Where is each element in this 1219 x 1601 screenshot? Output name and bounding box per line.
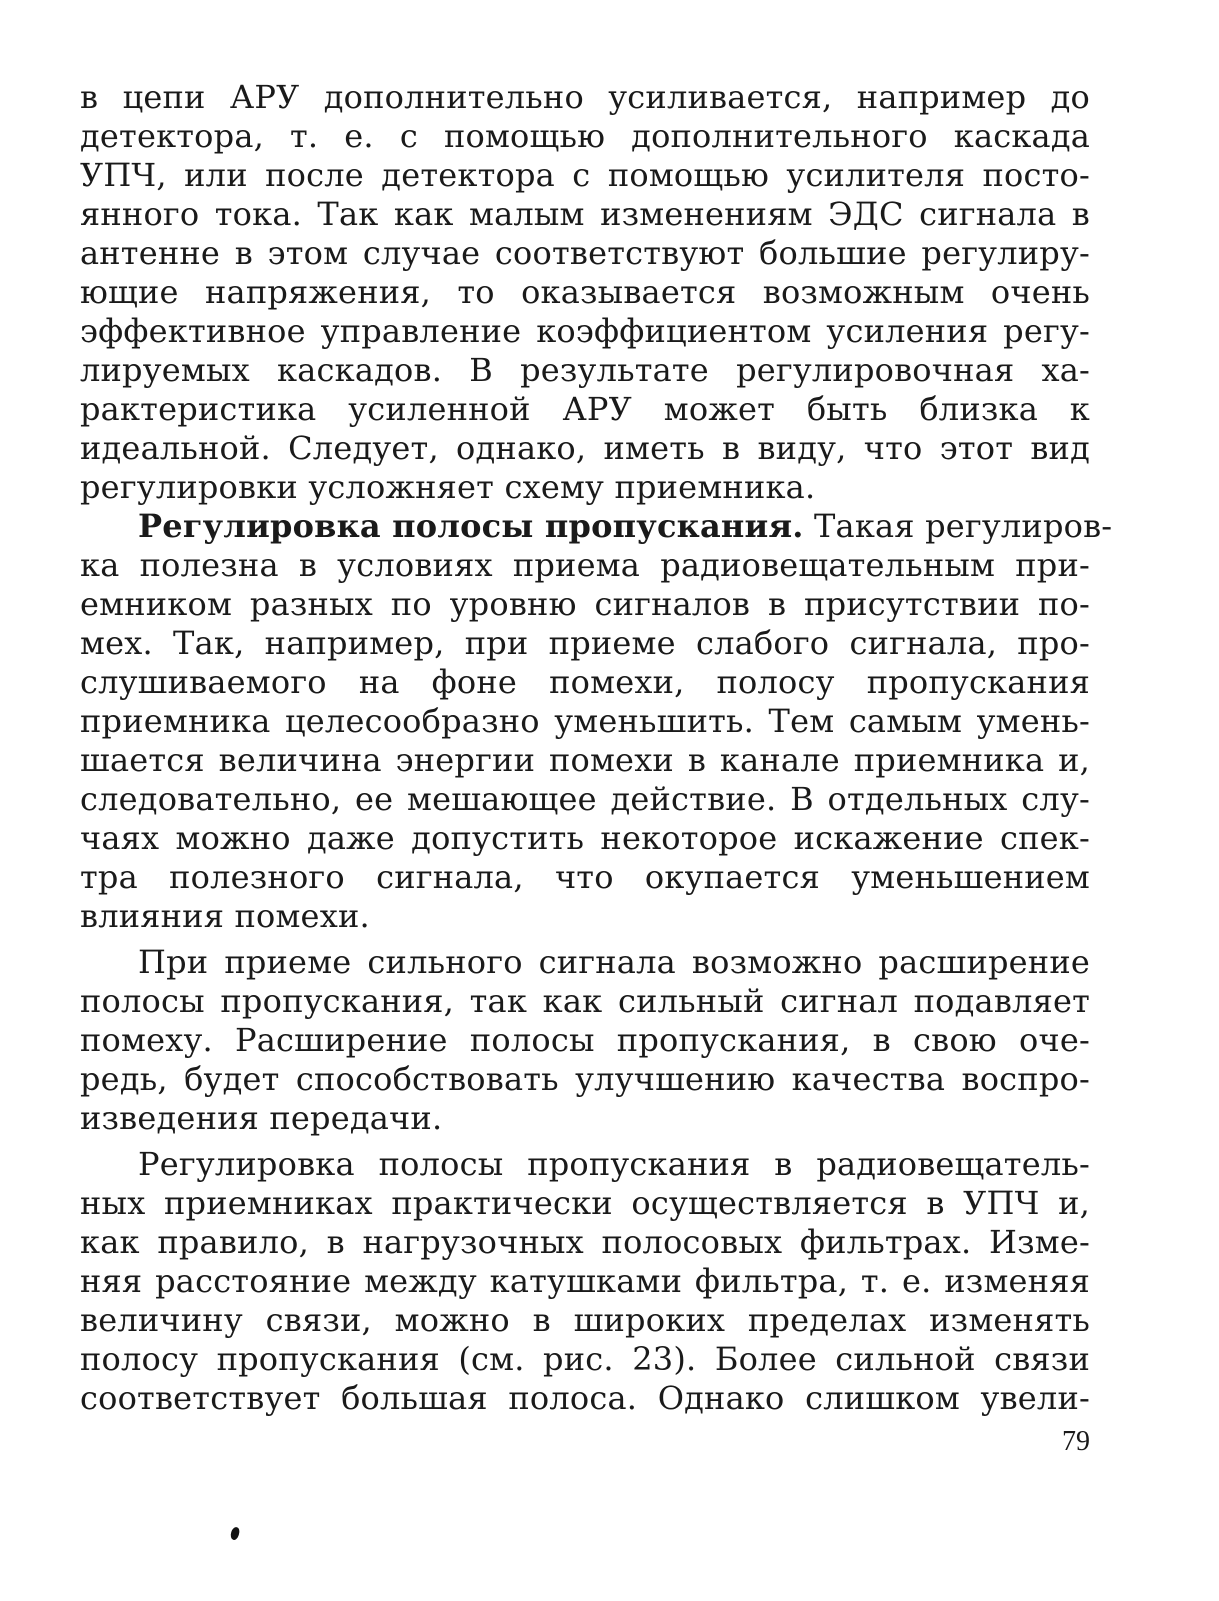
text-line: лируемых каскадов. В результате регулировочная ха- <box>80 351 1090 389</box>
text-line: редь, будет способствовать улучшению качества воспро- <box>80 1060 1090 1098</box>
text-line: величину связи, можно в широких пределах изменять <box>80 1301 1090 1339</box>
text-line: няя расстояние между катушками фильтра, т. е. изменяя <box>80 1262 1090 1300</box>
paragraph-2 <box>80 507 1113 936</box>
text-line: рактеристика усиленной АРУ может быть близка к <box>80 390 1090 428</box>
text-line: Регулировка полосы пропускания в радиовещатель- <box>138 1145 1090 1183</box>
text-line: детектора, т. е. с помощью дополнительного каскада <box>80 117 1090 155</box>
heading-line-rest: Такая регулиров- <box>803 507 1113 545</box>
text-line: чаях можно даже допустить некоторое искажение спек- <box>80 819 1090 857</box>
text-line: ка полезна в условиях приема радиовещательным при- <box>80 546 1090 584</box>
paragraph-4 <box>80 1145 1090 1418</box>
paragraph-1 <box>80 78 1090 507</box>
text-line: слушиваемого на фоне помехи, полосу пропускания <box>80 663 1090 701</box>
text-line: полосы пропускания, так как сильный сигнал подавляет <box>80 982 1090 1020</box>
text-line: янного тока. Так как малым изменениям ЭДС сигнала в <box>80 195 1090 233</box>
text-line: тра полезного сигнала, что окупается уменьшением <box>80 858 1090 896</box>
text-line: изведения передачи. <box>80 1099 443 1137</box>
text-line: шается величина энергии помехи в канале приемника и, <box>80 741 1090 779</box>
text-line: антенне в этом случае соответствуют большие регулиру- <box>80 234 1090 272</box>
text-line: как правило, в нагрузочных полосовых фильтрах. Изме- <box>80 1223 1090 1261</box>
text-line: влияния помехи. <box>80 897 370 935</box>
text-line: следовательно, ее мешающее действие. В отдельных слу- <box>80 780 1090 818</box>
text-line <box>80 507 1113 546</box>
text-line: в цепи АРУ дополнительно усиливается, например до <box>80 78 1090 116</box>
text-line: идеальной. Следует, однако, иметь в виду, что этот вид <box>80 429 1090 467</box>
page-body <box>80 78 1113 1418</box>
text-line: эффективное управление коэффициентом усиления регу- <box>80 312 1090 350</box>
text-line: емником разных по уровню сигналов в присутствии по- <box>80 585 1090 623</box>
text-line: полосу пропускания (см. рис. 23). Более сильной связи <box>80 1340 1090 1378</box>
text-line: приемника целесообразно уменьшить. Тем самым умень- <box>80 702 1090 740</box>
text-line: помеху. Расширение полосы пропускания, в свою оче- <box>80 1021 1090 1059</box>
text-line: ющие напряжения, то оказывается возможным очень <box>80 273 1090 311</box>
text-line: ных приемниках практически осуществляется в УПЧ и, <box>80 1184 1090 1222</box>
text-line: При приеме сильного сигнала возможно расширение <box>138 943 1090 981</box>
page-number: 79 <box>1062 1426 1090 1457</box>
paragraph-3 <box>80 943 1090 1138</box>
section-heading: Регулировка полосы пропускания. <box>138 507 804 545</box>
text-line: УПЧ, или после детектора с помощью усилителя посто- <box>80 156 1090 194</box>
text-line: регулировки усложняет схему приемника. <box>80 468 816 506</box>
ink-blot-mark <box>229 1526 241 1541</box>
text-line: мех. Так, например, при приеме слабого сигнала, про- <box>80 624 1090 662</box>
paragraph-gap <box>80 1138 1090 1145</box>
paragraph-gap <box>80 936 1090 943</box>
text-line: соответствует большая полоса. Однако слишком увели- <box>80 1379 1090 1417</box>
